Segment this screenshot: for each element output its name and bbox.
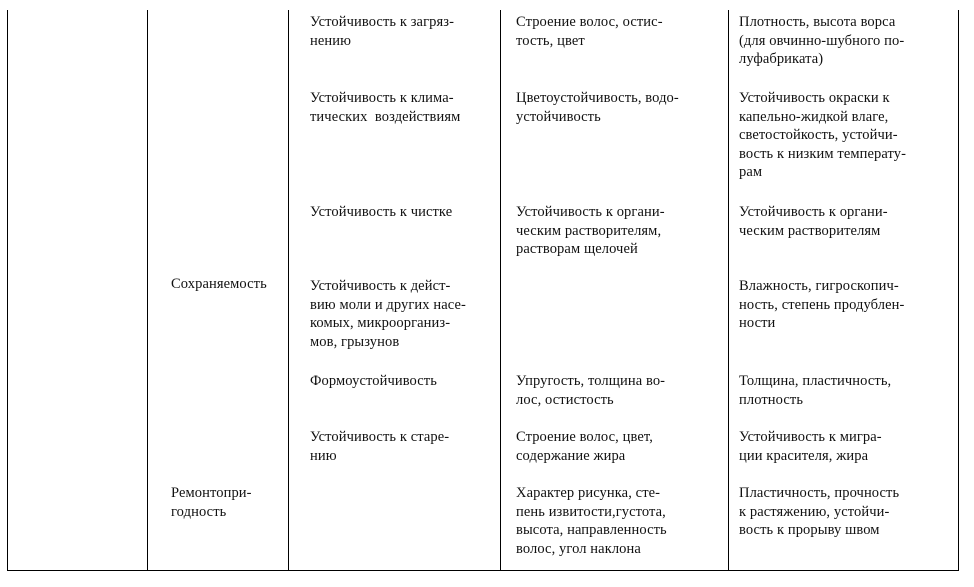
group-label-repairability: Ремонтопри- годность (171, 485, 252, 520)
border-right (958, 10, 959, 570)
fur-indicator-cell: Цветоустойчивость, водо- устойчивость (516, 90, 679, 125)
leather-indicator-cell: Устойчивость к мигра- ции красителя, жира (739, 429, 882, 464)
leather-indicator-cell: Толщина, пластичность, плотность (739, 373, 892, 408)
border-col2 (288, 10, 289, 570)
fur-indicator-cell: Устойчивость к органи- ческим растворителям, растворам щелочей (516, 204, 665, 257)
property-cell: Устойчивость к чистке (310, 204, 453, 220)
border-col4 (728, 10, 729, 570)
border-col3 (500, 10, 501, 570)
leather-indicator-cell: Плотность, высота ворса (для овчинно-шубного по- луфабриката) (739, 14, 905, 67)
border-bottom (7, 570, 959, 571)
fur-indicator-cell: Упругость, толщина во- лос, остистость (516, 373, 666, 408)
leather-indicator-cell: Влажность, гигроскопич- ность, степень продублен- ности (739, 278, 905, 331)
leather-indicator-cell: Устойчивость окраски к капельно-жидкой влаге, светостойкость, устойчи- вость к низким температу- рам (739, 90, 907, 180)
leather-indicator-cell: Устойчивость к органи- ческим растворителям (739, 204, 888, 239)
property-cell: Устойчивость к дейст- вию моли и других насе- комых, микроорганиз- мов, грызунов (310, 278, 466, 350)
property-cell: Устойчивость к загряз- нению (310, 14, 454, 49)
fur-indicator-cell: Строение волос, остис- тость, цвет (516, 14, 663, 49)
property-cell: Устойчивость к старе- нию (310, 429, 450, 464)
property-cell: Формоустойчивость (310, 373, 437, 389)
leather-indicator-cell: Пластичность, прочность к растяжению, устойчи- вость к прорыву швом (739, 485, 900, 538)
border-left (7, 10, 8, 570)
border-col1 (147, 10, 148, 570)
property-cell: Устойчивость к клима- тических воздействиям (310, 90, 461, 125)
group-label-preservation: Сохраняемость (171, 276, 267, 292)
fur-indicator-cell: Характер рисунка, сте- пень извитости,густота, высота, направленность волос, угол наклона (516, 485, 667, 557)
fur-indicator-cell: Строение волос, цвет, содержание жира (516, 429, 653, 464)
